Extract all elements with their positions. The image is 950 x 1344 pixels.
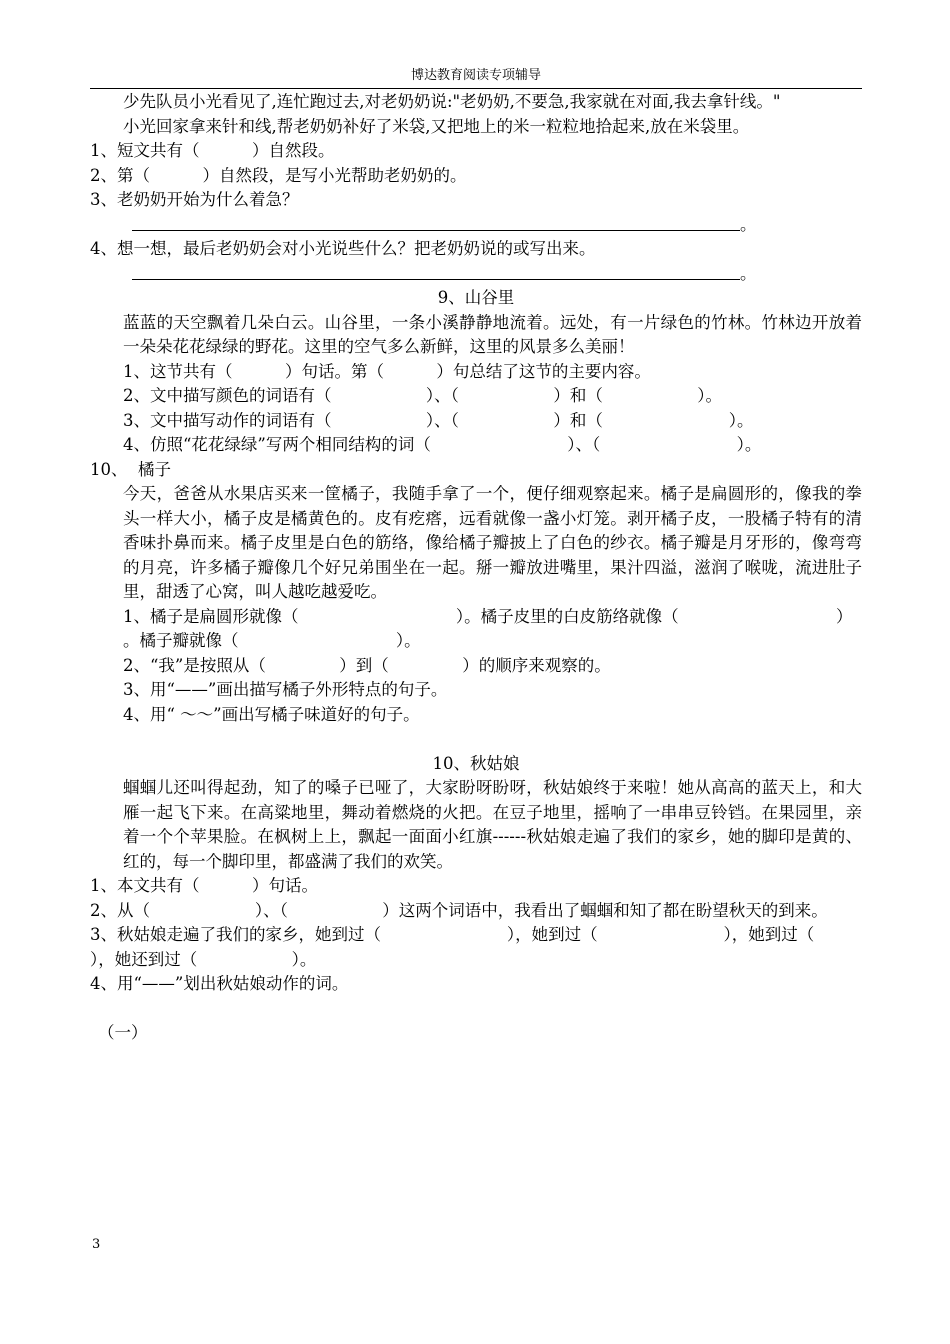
question: 4、仿照“花花绿绿”写两个相同结构的词（ ）、（ ）。 (123, 435, 762, 454)
section-title: 9、山谷里 (437, 288, 515, 307)
answer-line (132, 213, 757, 238)
answer-line (132, 262, 757, 287)
spacer (90, 727, 862, 752)
question: 1、橘子是扁圆形就像（ ）。橘子皮里的白皮筋络就像（ ） (123, 606, 853, 626)
paragraph: 少先队员小光看见了,连忙跑过去,对老奶奶说:"老奶奶,不要急,我家就在对面,我去拿针线。" (123, 92, 781, 111)
paragraph: 小光回家拿来针和线,帮老奶奶补好了米袋,又把地上的米一粒粒地拾起来,放在米袋里。 (123, 116, 750, 136)
question: 1、这节共有（ ）句话。第（ ）句总结了这节的主要内容。 (123, 361, 651, 381)
question: 。橘子瓣就像（ ）。 (123, 631, 421, 650)
answer-line-end: 。 (740, 214, 757, 234)
question: 4、想一想，最后老奶奶会对小光说些什么？把老奶奶说的或写出来。 (90, 239, 596, 258)
question: 1、短文共有（ ）自然段。 (90, 141, 335, 160)
question: 2、“我”是按照从（ ）到（ ）的顺序来观察的。 (123, 655, 611, 675)
paragraph: 今天，爸爸从水果店买来一筐橘子，我随手拿了一个，便仔细观察起来。橘子是扁圆形的，像我的拳头一样大小，橘子皮是橘黄色的。皮有疙瘩，远看就像一盏小灯笼。剥开橘子皮，一股橘子特有的清香味扑鼻而来。橘子皮里是白色的筋络，像给橘子瓣披上了白色的纱衣。橘子瓣是月牙形的，像弯弯的月亮，许多橘子瓣像几个好兄弟围坐在一起。掰一瓣放进嘴里，果汁四溢，滋润了喉咙，流进肚子里，甜透了心窝，叫人越吃越爱吃。 (123, 484, 862, 601)
section-title: 10、 橘子 (90, 459, 171, 479)
question: 4、用“ ～～”画出写橘子味道好的句子。 (123, 704, 420, 724)
page-content (90, 90, 909, 1046)
part-heading: （一） (98, 1023, 148, 1042)
question: 2、第（ ）自然段，是写小光帮助老奶奶的。 (90, 165, 467, 185)
question: 2、文中描写颜色的词语有（ ）、（ ）和（ ）。 (123, 386, 722, 405)
page-header: 博达教育阅读专项辅导 (410, 68, 541, 83)
question: 3、用“——”画出描写橘子外形特点的句子。 (123, 680, 448, 699)
paragraph: 蝈蝈儿还叫得起劲，知了的嗓子已哑了，大家盼呀盼呀，秋姑娘终于来啦！她从高高的蓝天上，和大雁一起飞下来。在高粱地里，舞动着燃烧的火把。在豆子地里，摇响了一串串豆铃铛。在果园里，亲着一个个苹果脸。在枫树上上，飘起一面面小红旗------秋姑娘走遍了我们的家乡，她的脚印是黄的、红的，每一个脚印里，都盛满了我们的欢笑。 (123, 778, 862, 871)
question: 4、用“——”划出秋姑娘动作的词。 (90, 974, 349, 993)
section-title: 10、秋姑娘 (432, 753, 520, 773)
page-number: 3 (92, 1237, 101, 1252)
spacer (90, 997, 862, 1022)
header-divider (90, 88, 862, 89)
question: 3、文中描写动作的词语有（ ）、（ ）和（ ）。 (123, 410, 754, 430)
question: 2、从（ ）、（ ）这两个词语中，我看出了蝈蝈和知了都在盼望秋天的到来。 (90, 900, 828, 920)
answer-line-end: 。 (740, 263, 757, 283)
paragraph: 蓝蓝的天空飘着几朵白云。山谷里，一条小溪静静地流着。远处，有一片绿色的竹林。竹林边开放着一朵朵花花绿绿的野花。这里的空气多么新鲜，这里的风景多么美丽！ (123, 312, 862, 356)
question: 3、秋姑娘走遍了我们的家乡，她到过（ ），她到过（ ），她到过（ ），她还到过（ ）。 (90, 925, 909, 969)
question: 1、本文共有（ ）句话。 (90, 876, 318, 895)
question: 3、老奶奶开始为什么着急？ (90, 190, 299, 209)
